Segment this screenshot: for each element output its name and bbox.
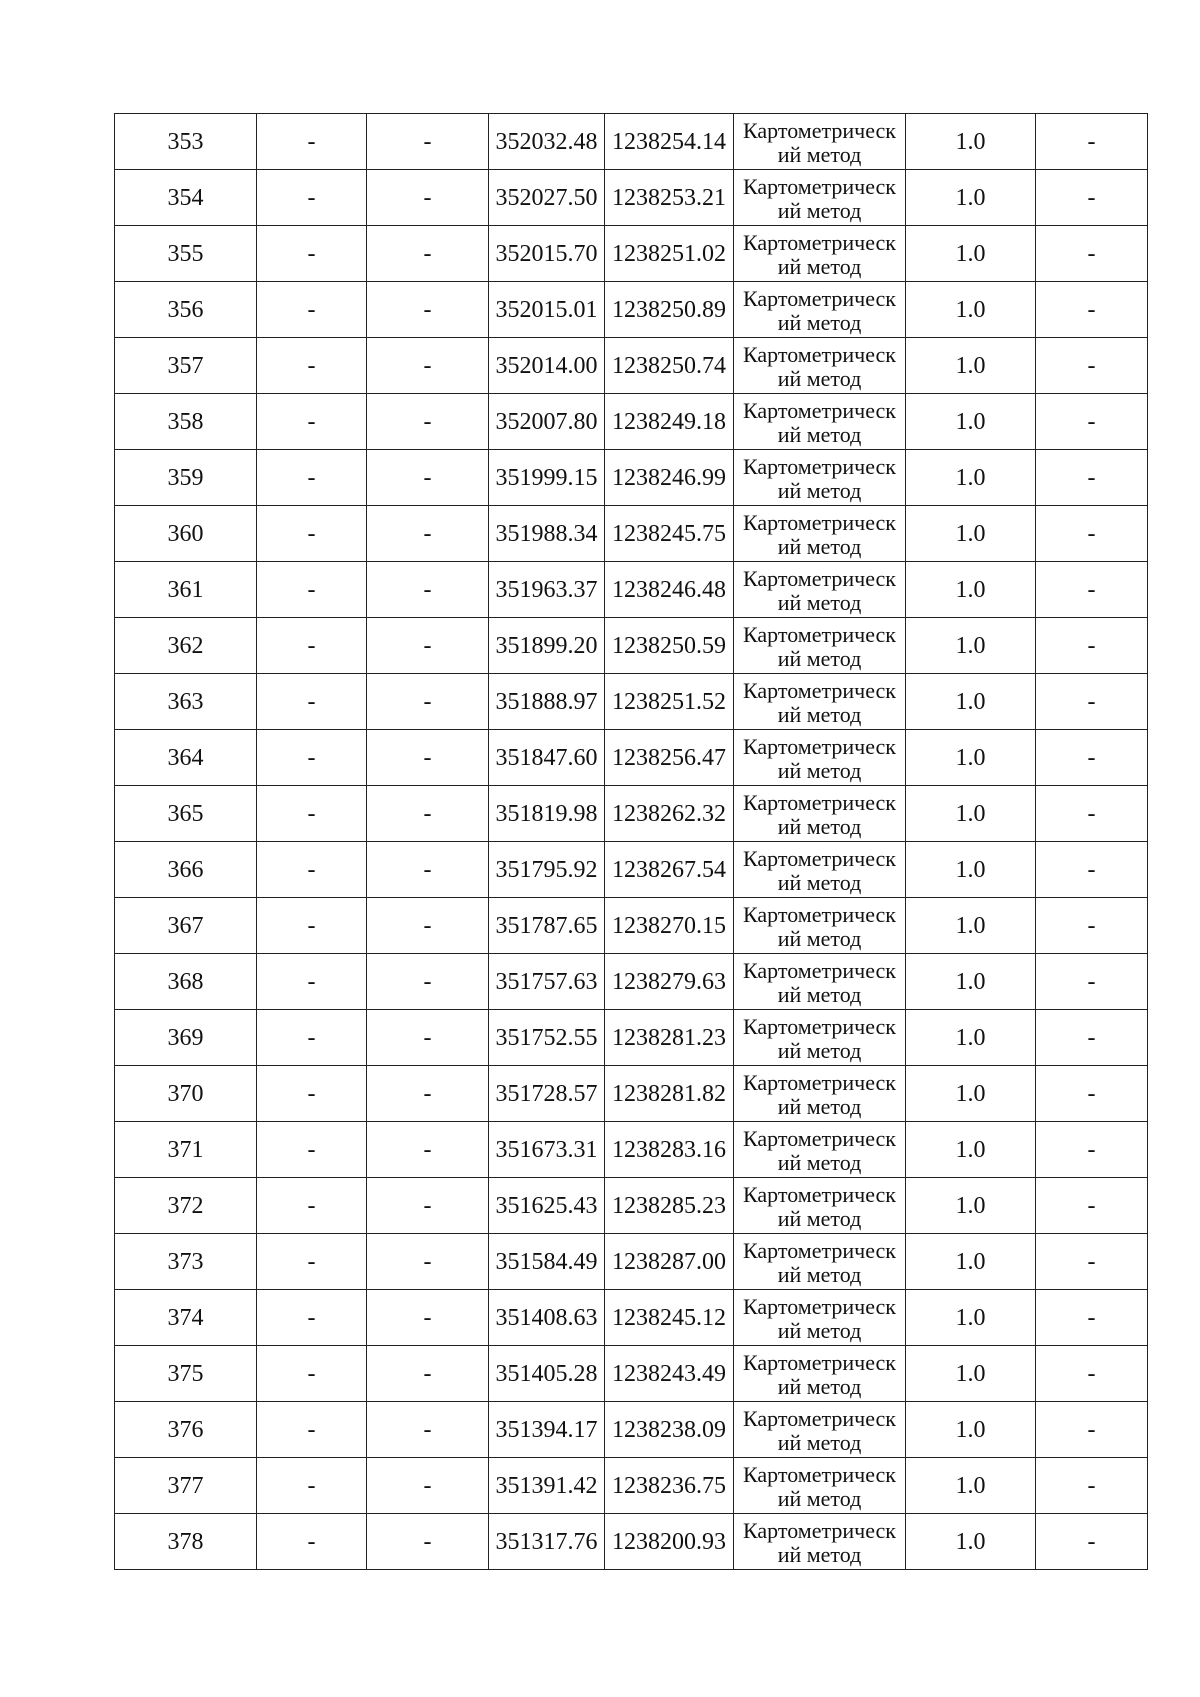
dash-cell: - (1036, 730, 1148, 786)
dash-cell: - (257, 226, 367, 282)
dash-cell: - (1036, 842, 1148, 898)
dash-cell: - (257, 1458, 367, 1514)
point-number-cell: 359 (115, 450, 257, 506)
accuracy-cell: 1.0 (906, 674, 1036, 730)
accuracy-cell: 1.0 (906, 506, 1036, 562)
dash-cell: - (1036, 786, 1148, 842)
y-coordinate-cell: 1238267.54 (605, 842, 734, 898)
dash-cell: - (367, 170, 489, 226)
x-coordinate-cell: 351787.65 (489, 898, 605, 954)
dash-cell: - (367, 506, 489, 562)
table-row (115, 1458, 1148, 1514)
dash-cell: - (367, 730, 489, 786)
table-body (115, 114, 1148, 1570)
method-line-2: ий метод (777, 1261, 862, 1287)
y-coordinate-cell: 1238238.09 (605, 1402, 734, 1458)
table-row (115, 786, 1148, 842)
dash-cell: - (257, 114, 367, 170)
point-number-cell: 374 (115, 1290, 257, 1346)
point-number-cell: 367 (115, 898, 257, 954)
dash-cell: - (257, 1514, 367, 1570)
method-cell (734, 898, 906, 954)
method-line-2: ий метод (777, 701, 862, 727)
y-coordinate-cell: 1238251.02 (605, 226, 734, 282)
dash-cell: - (257, 170, 367, 226)
point-number-cell: 364 (115, 730, 257, 786)
dash-cell: - (367, 338, 489, 394)
dash-cell: - (257, 1178, 367, 1234)
dash-cell: - (1036, 1066, 1148, 1122)
method-line-2: ий метод (777, 1485, 862, 1511)
y-coordinate-cell: 1238253.21 (605, 170, 734, 226)
dash-cell: - (367, 394, 489, 450)
accuracy-cell: 1.0 (906, 954, 1036, 1010)
dash-cell: - (257, 954, 367, 1010)
dash-cell: - (367, 1234, 489, 1290)
method-line-1: Картометрическ (743, 453, 896, 479)
point-number-cell: 370 (115, 1066, 257, 1122)
table-row (115, 674, 1148, 730)
table-row (115, 1346, 1148, 1402)
x-coordinate-cell: 351795.92 (489, 842, 605, 898)
point-number-cell: 365 (115, 786, 257, 842)
x-coordinate-cell: 351317.76 (489, 1514, 605, 1570)
dash-cell: - (257, 394, 367, 450)
y-coordinate-cell: 1238285.23 (605, 1178, 734, 1234)
method-line-1: Картометрическ (743, 565, 896, 591)
y-coordinate-cell: 1238281.23 (605, 1010, 734, 1066)
method-line-1: Картометрическ (743, 285, 896, 311)
method-line-1: Картометрическ (743, 1125, 896, 1151)
point-number-cell: 354 (115, 170, 257, 226)
dash-cell: - (1036, 506, 1148, 562)
dash-cell: - (1036, 1234, 1148, 1290)
accuracy-cell: 1.0 (906, 1066, 1036, 1122)
method-line-2: ий метод (777, 1429, 862, 1455)
dash-cell: - (367, 786, 489, 842)
y-coordinate-cell: 1238250.74 (605, 338, 734, 394)
y-coordinate-cell: 1238281.82 (605, 1066, 734, 1122)
accuracy-cell: 1.0 (906, 730, 1036, 786)
dash-cell: - (1036, 450, 1148, 506)
accuracy-cell: 1.0 (906, 898, 1036, 954)
method-cell (734, 394, 906, 450)
dash-cell: - (1036, 1122, 1148, 1178)
x-coordinate-cell: 351625.43 (489, 1178, 605, 1234)
dash-cell: - (367, 1402, 489, 1458)
dash-cell: - (367, 226, 489, 282)
method-line-2: ий метод (777, 1093, 862, 1119)
point-number-cell: 358 (115, 394, 257, 450)
x-coordinate-cell: 351963.37 (489, 562, 605, 618)
accuracy-cell: 1.0 (906, 842, 1036, 898)
dash-cell: - (257, 842, 367, 898)
point-number-cell: 356 (115, 282, 257, 338)
method-cell (734, 618, 906, 674)
accuracy-cell: 1.0 (906, 170, 1036, 226)
method-line-1: Картометрическ (743, 229, 896, 255)
dash-cell: - (367, 1290, 489, 1346)
table-row (115, 226, 1148, 282)
method-line-1: Картометрическ (743, 1293, 896, 1319)
dash-cell: - (257, 562, 367, 618)
dash-cell: - (1036, 282, 1148, 338)
dash-cell: - (367, 282, 489, 338)
coordinates-table (114, 113, 1148, 1570)
dash-cell: - (1036, 338, 1148, 394)
dash-cell: - (257, 1402, 367, 1458)
point-number-cell: 376 (115, 1402, 257, 1458)
dash-cell: - (257, 786, 367, 842)
x-coordinate-cell: 352015.01 (489, 282, 605, 338)
method-line-1: Картометрическ (743, 1461, 896, 1487)
method-line-2: ий метод (777, 645, 862, 671)
method-line-1: Картометрическ (743, 117, 896, 143)
dash-cell: - (1036, 1402, 1148, 1458)
method-line-1: Картометрическ (743, 509, 896, 535)
x-coordinate-cell: 352014.00 (489, 338, 605, 394)
method-cell (734, 1402, 906, 1458)
method-cell (734, 842, 906, 898)
y-coordinate-cell: 1238251.52 (605, 674, 734, 730)
point-number-cell: 355 (115, 226, 257, 282)
dash-cell: - (367, 562, 489, 618)
y-coordinate-cell: 1238246.48 (605, 562, 734, 618)
dash-cell: - (1036, 1178, 1148, 1234)
table-row (115, 114, 1148, 170)
accuracy-cell: 1.0 (906, 618, 1036, 674)
x-coordinate-cell: 351673.31 (489, 1122, 605, 1178)
method-cell (734, 730, 906, 786)
method-cell (734, 1346, 906, 1402)
accuracy-cell: 1.0 (906, 1402, 1036, 1458)
dash-cell: - (257, 1010, 367, 1066)
table-row (115, 842, 1148, 898)
point-number-cell: 361 (115, 562, 257, 618)
method-line-1: Картометрическ (743, 733, 896, 759)
y-coordinate-cell: 1238200.93 (605, 1514, 734, 1570)
dash-cell: - (257, 618, 367, 674)
dash-cell: - (257, 1346, 367, 1402)
method-cell (734, 786, 906, 842)
dash-cell: - (367, 898, 489, 954)
y-coordinate-cell: 1238250.59 (605, 618, 734, 674)
accuracy-cell: 1.0 (906, 1458, 1036, 1514)
dash-cell: - (367, 842, 489, 898)
y-coordinate-cell: 1238287.00 (605, 1234, 734, 1290)
dash-cell: - (1036, 1290, 1148, 1346)
method-cell (734, 1010, 906, 1066)
method-line-1: Картометрическ (743, 1517, 896, 1543)
table-row (115, 1514, 1148, 1570)
y-coordinate-cell: 1238262.32 (605, 786, 734, 842)
accuracy-cell: 1.0 (906, 1178, 1036, 1234)
x-coordinate-cell: 352027.50 (489, 170, 605, 226)
dash-cell: - (257, 898, 367, 954)
method-cell (734, 338, 906, 394)
method-line-1: Картометрическ (743, 1069, 896, 1095)
dash-cell: - (367, 1514, 489, 1570)
accuracy-cell: 1.0 (906, 282, 1036, 338)
table-row (115, 618, 1148, 674)
y-coordinate-cell: 1238236.75 (605, 1458, 734, 1514)
method-line-2: ий метод (777, 1317, 862, 1343)
dash-cell: - (257, 450, 367, 506)
method-cell (734, 1066, 906, 1122)
point-number-cell: 368 (115, 954, 257, 1010)
method-line-2: ий метод (777, 421, 862, 447)
method-line-2: ий метод (777, 1541, 862, 1567)
method-line-2: ий метод (777, 477, 862, 503)
table-row (115, 730, 1148, 786)
dash-cell: - (257, 1066, 367, 1122)
x-coordinate-cell: 352007.80 (489, 394, 605, 450)
dash-cell: - (1036, 1458, 1148, 1514)
point-number-cell: 360 (115, 506, 257, 562)
method-line-2: ий метод (777, 869, 862, 895)
x-coordinate-cell: 351899.20 (489, 618, 605, 674)
x-coordinate-cell: 351408.63 (489, 1290, 605, 1346)
y-coordinate-cell: 1238246.99 (605, 450, 734, 506)
method-line-2: ий метод (777, 141, 862, 167)
method-cell (734, 674, 906, 730)
method-line-1: Картометрическ (743, 1013, 896, 1039)
point-number-cell: 371 (115, 1122, 257, 1178)
point-number-cell: 353 (115, 114, 257, 170)
table-row (115, 1010, 1148, 1066)
point-number-cell: 372 (115, 1178, 257, 1234)
dash-cell: - (367, 1066, 489, 1122)
table-row (115, 1122, 1148, 1178)
method-line-2: ий метод (777, 197, 862, 223)
dash-cell: - (257, 1290, 367, 1346)
accuracy-cell: 1.0 (906, 450, 1036, 506)
point-number-cell: 378 (115, 1514, 257, 1570)
table-row (115, 1066, 1148, 1122)
y-coordinate-cell: 1238279.63 (605, 954, 734, 1010)
y-coordinate-cell: 1238256.47 (605, 730, 734, 786)
point-number-cell: 369 (115, 1010, 257, 1066)
x-coordinate-cell: 351391.42 (489, 1458, 605, 1514)
y-coordinate-cell: 1238250.89 (605, 282, 734, 338)
x-coordinate-cell: 351819.98 (489, 786, 605, 842)
method-line-2: ий метод (777, 1149, 862, 1175)
accuracy-cell: 1.0 (906, 1346, 1036, 1402)
method-line-1: Картометрическ (743, 397, 896, 423)
dash-cell: - (367, 954, 489, 1010)
point-number-cell: 362 (115, 618, 257, 674)
method-line-2: ий метод (777, 533, 862, 559)
dash-cell: - (367, 1346, 489, 1402)
point-number-cell: 366 (115, 842, 257, 898)
method-line-2: ий метод (777, 981, 862, 1007)
dash-cell: - (367, 450, 489, 506)
method-line-1: Картометрическ (743, 621, 896, 647)
method-line-2: ий метод (777, 1205, 862, 1231)
dash-cell: - (367, 618, 489, 674)
method-cell (734, 226, 906, 282)
method-cell (734, 1178, 906, 1234)
method-line-2: ий метод (777, 309, 862, 335)
method-cell (734, 562, 906, 618)
y-coordinate-cell: 1238254.14 (605, 114, 734, 170)
method-line-2: ий метод (777, 925, 862, 951)
dash-cell: - (1036, 170, 1148, 226)
table-row (115, 1402, 1148, 1458)
accuracy-cell: 1.0 (906, 1290, 1036, 1346)
dash-cell: - (367, 114, 489, 170)
table-row (115, 282, 1148, 338)
x-coordinate-cell: 351999.15 (489, 450, 605, 506)
accuracy-cell: 1.0 (906, 1234, 1036, 1290)
dash-cell: - (1036, 954, 1148, 1010)
dash-cell: - (257, 674, 367, 730)
table-row (115, 506, 1148, 562)
table-row (115, 1178, 1148, 1234)
dash-cell: - (1036, 394, 1148, 450)
x-coordinate-cell: 351584.49 (489, 1234, 605, 1290)
dash-cell: - (1036, 618, 1148, 674)
dash-cell: - (257, 338, 367, 394)
accuracy-cell: 1.0 (906, 114, 1036, 170)
accuracy-cell: 1.0 (906, 226, 1036, 282)
x-coordinate-cell: 351757.63 (489, 954, 605, 1010)
dash-cell: - (257, 1234, 367, 1290)
method-cell (734, 450, 906, 506)
dash-cell: - (367, 674, 489, 730)
table-row (115, 898, 1148, 954)
dash-cell: - (1036, 1346, 1148, 1402)
point-number-cell: 373 (115, 1234, 257, 1290)
method-line-2: ий метод (777, 1373, 862, 1399)
dash-cell: - (257, 730, 367, 786)
table-row (115, 1234, 1148, 1290)
table-row (115, 338, 1148, 394)
table-row (115, 450, 1148, 506)
y-coordinate-cell: 1238245.12 (605, 1290, 734, 1346)
method-line-1: Картометрическ (743, 845, 896, 871)
x-coordinate-cell: 351888.97 (489, 674, 605, 730)
x-coordinate-cell: 351728.57 (489, 1066, 605, 1122)
method-line-1: Картометрическ (743, 957, 896, 983)
accuracy-cell: 1.0 (906, 1010, 1036, 1066)
method-cell (734, 170, 906, 226)
dash-cell: - (367, 1178, 489, 1234)
method-line-2: ий метод (777, 1037, 862, 1063)
method-cell (734, 282, 906, 338)
method-cell (734, 1290, 906, 1346)
method-line-2: ий метод (777, 589, 862, 615)
dash-cell: - (257, 506, 367, 562)
method-line-2: ий метод (777, 757, 862, 783)
x-coordinate-cell: 352015.70 (489, 226, 605, 282)
accuracy-cell: 1.0 (906, 1514, 1036, 1570)
dash-cell: - (1036, 114, 1148, 170)
method-line-1: Картометрическ (743, 1181, 896, 1207)
dash-cell: - (367, 1122, 489, 1178)
method-cell (734, 506, 906, 562)
method-line-1: Картометрическ (743, 901, 896, 927)
x-coordinate-cell: 352032.48 (489, 114, 605, 170)
accuracy-cell: 1.0 (906, 1122, 1036, 1178)
method-cell (734, 1122, 906, 1178)
point-number-cell: 375 (115, 1346, 257, 1402)
method-line-1: Картометрическ (743, 341, 896, 367)
y-coordinate-cell: 1238245.75 (605, 506, 734, 562)
dash-cell: - (1036, 1514, 1148, 1570)
dash-cell: - (1036, 562, 1148, 618)
accuracy-cell: 1.0 (906, 394, 1036, 450)
dash-cell: - (1036, 898, 1148, 954)
y-coordinate-cell: 1238243.49 (605, 1346, 734, 1402)
method-cell (734, 1234, 906, 1290)
accuracy-cell: 1.0 (906, 338, 1036, 394)
y-coordinate-cell: 1238283.16 (605, 1122, 734, 1178)
dash-cell: - (1036, 226, 1148, 282)
x-coordinate-cell: 351988.34 (489, 506, 605, 562)
method-cell (734, 114, 906, 170)
point-number-cell: 377 (115, 1458, 257, 1514)
method-line-1: Картометрическ (743, 1405, 896, 1431)
x-coordinate-cell: 351405.28 (489, 1346, 605, 1402)
point-number-cell: 363 (115, 674, 257, 730)
table-row (115, 954, 1148, 1010)
x-coordinate-cell: 351847.60 (489, 730, 605, 786)
method-line-1: Картометрическ (743, 1349, 896, 1375)
method-line-1: Картометрическ (743, 173, 896, 199)
method-line-2: ий метод (777, 365, 862, 391)
method-line-1: Картометрическ (743, 677, 896, 703)
dash-cell: - (257, 282, 367, 338)
x-coordinate-cell: 351394.17 (489, 1402, 605, 1458)
table-row (115, 562, 1148, 618)
point-number-cell: 357 (115, 338, 257, 394)
table-row (115, 1290, 1148, 1346)
accuracy-cell: 1.0 (906, 786, 1036, 842)
method-line-1: Картометрическ (743, 1237, 896, 1263)
dash-cell: - (367, 1458, 489, 1514)
method-cell (734, 954, 906, 1010)
dash-cell: - (1036, 674, 1148, 730)
accuracy-cell: 1.0 (906, 562, 1036, 618)
method-line-2: ий метод (777, 253, 862, 279)
dash-cell: - (1036, 1010, 1148, 1066)
method-cell (734, 1514, 906, 1570)
table-row (115, 170, 1148, 226)
dash-cell: - (257, 1122, 367, 1178)
table-row (115, 394, 1148, 450)
y-coordinate-cell: 1238270.15 (605, 898, 734, 954)
method-line-1: Картометрическ (743, 789, 896, 815)
method-cell (734, 1458, 906, 1514)
dash-cell: - (367, 1010, 489, 1066)
x-coordinate-cell: 351752.55 (489, 1010, 605, 1066)
method-line-2: ий метод (777, 813, 862, 839)
y-coordinate-cell: 1238249.18 (605, 394, 734, 450)
